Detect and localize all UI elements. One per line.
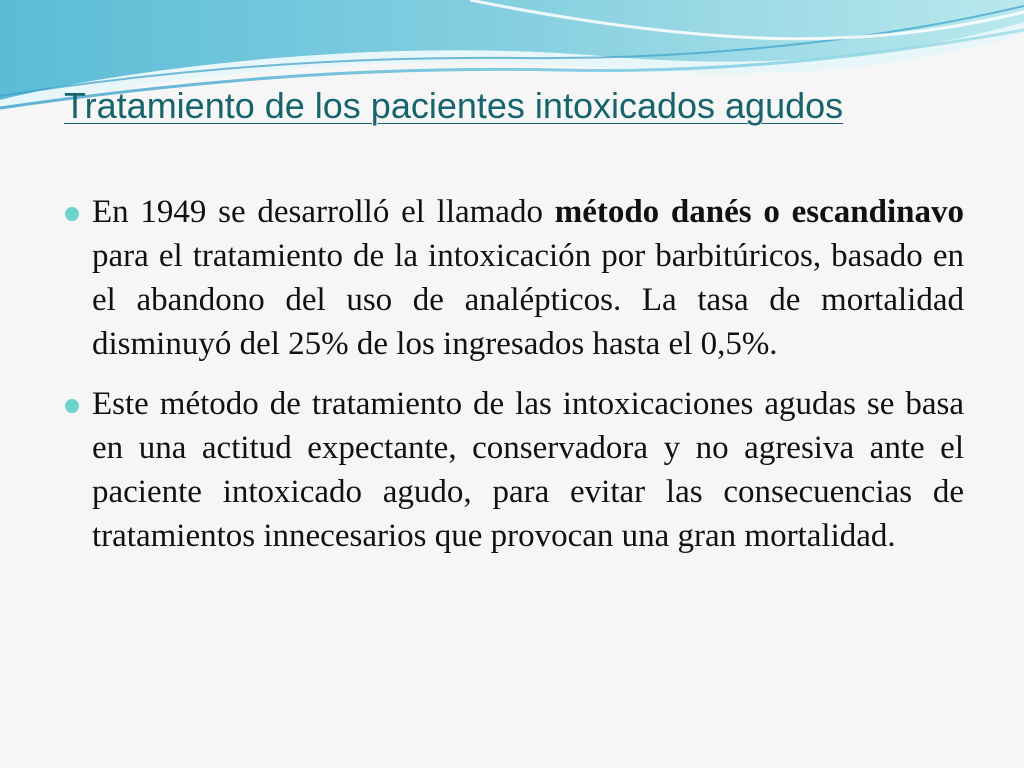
bullet-text xyxy=(92,190,964,366)
bullet-bold-term: método danés o escandinavo xyxy=(554,194,964,230)
bullet-text-segment: En 1949 se desarrolló el llamado xyxy=(92,194,555,230)
bullet-dot-icon xyxy=(65,207,79,221)
bullet-text xyxy=(92,382,964,558)
bullet-text-segment: Este método de tratamiento de las intoxicaciones agudas se basa en una actitud expectante, conservadora y no agresiva ante el paciente intoxicado agudo, para evitar las consecuencias de tratamientos innecesarios que provocan una gran mortalidad. xyxy=(92,386,964,554)
bullet-dot-icon xyxy=(65,399,79,413)
bullet-text-segment: para el tratamiento de la intoxicación por barbitúricos, basado en el abandono del uso de analépticos. La tasa de mortalidad disminuyó del 25% de los ingresados hasta el 0,5%. xyxy=(92,238,964,362)
list-item xyxy=(64,190,964,366)
slide-title: Tratamiento de los pacientes intoxicados agudos xyxy=(64,85,844,126)
list-item xyxy=(64,382,964,558)
bullet-list xyxy=(64,190,964,574)
